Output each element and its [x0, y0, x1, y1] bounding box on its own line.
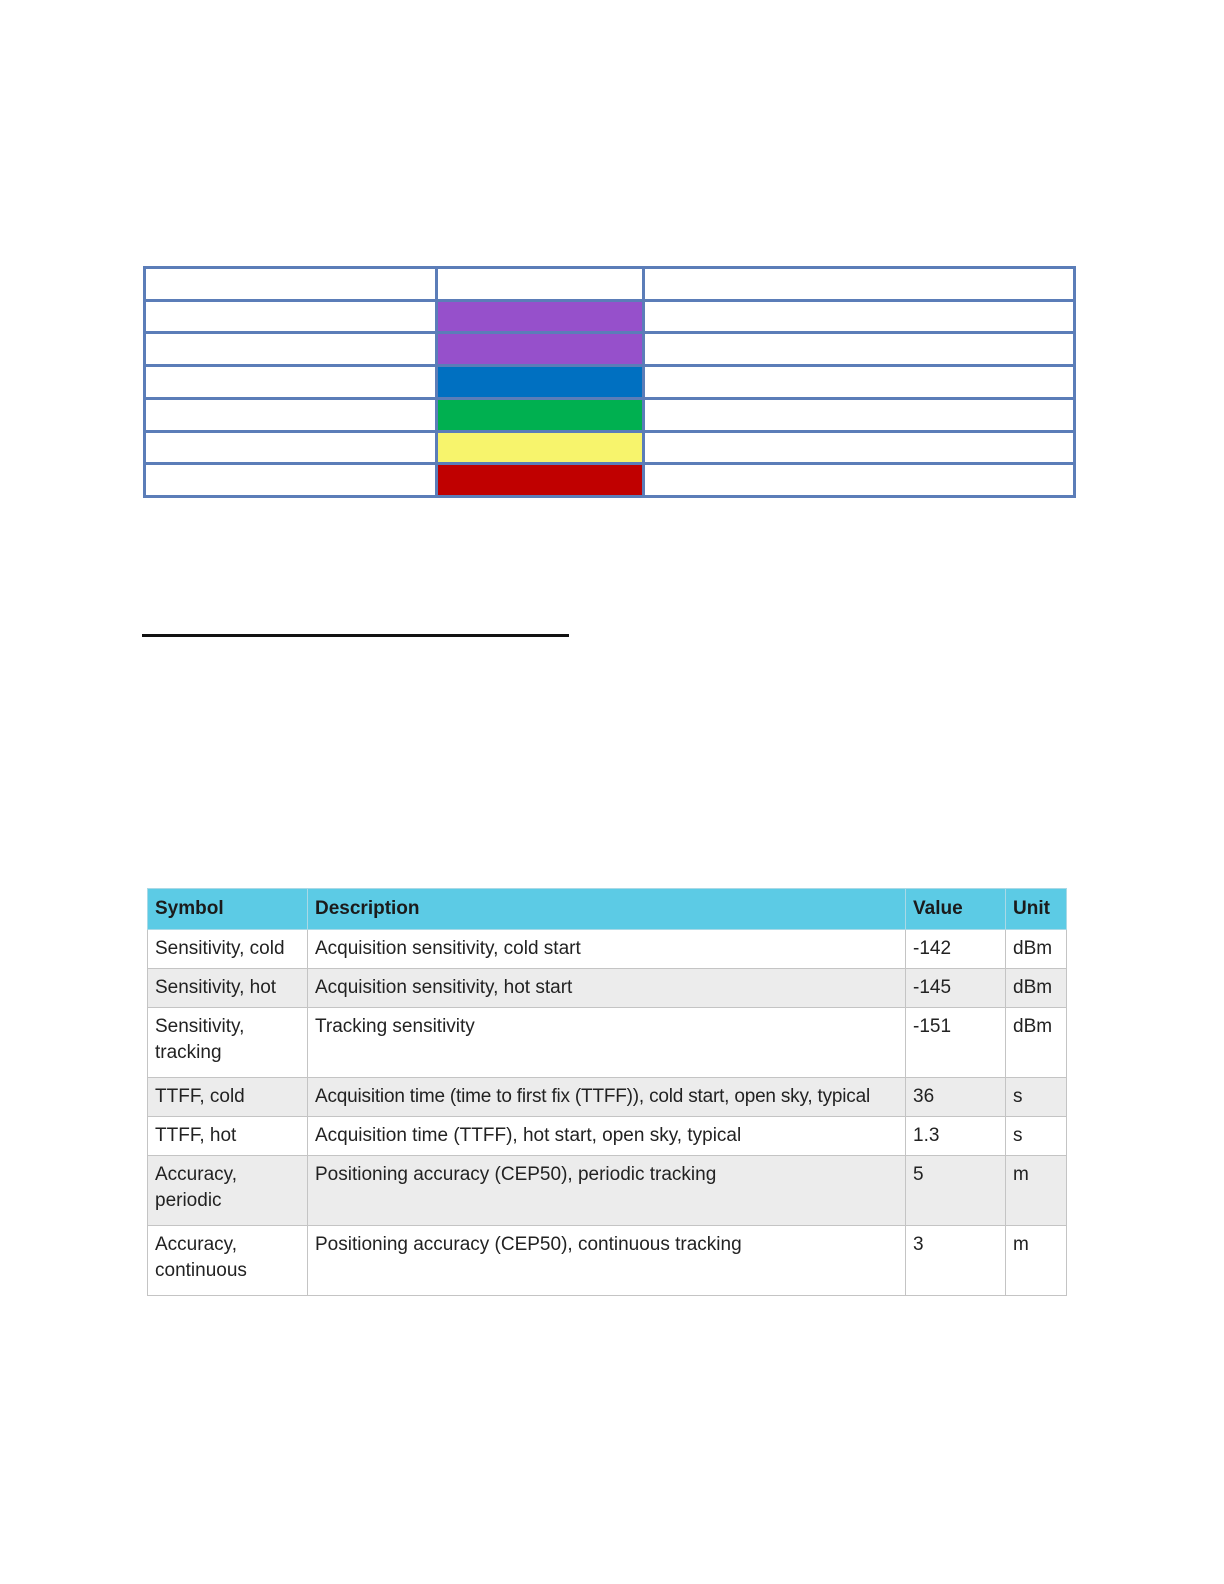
cell-symbol: Accuracy, continuous [148, 1226, 308, 1296]
table-row [148, 1008, 1067, 1078]
legend-row [145, 300, 1075, 333]
cell-unit: m [1006, 1156, 1067, 1226]
cell-description: Positioning accuracy (CEP50), periodic tracking [308, 1156, 906, 1226]
legend-cell [145, 464, 437, 497]
legend-cell [145, 366, 437, 399]
table-row [148, 930, 1067, 969]
legend-cell [644, 398, 1075, 431]
legend-cell [644, 300, 1075, 333]
legend-row [145, 333, 1075, 366]
table-row [148, 1117, 1067, 1156]
cell-symbol: Sensitivity, tracking [148, 1008, 308, 1078]
legend-swatch [437, 398, 644, 431]
cell-symbol: TTFF, cold [148, 1078, 308, 1117]
legend-cell [145, 268, 437, 301]
cell-unit: dBm [1006, 969, 1067, 1008]
spec-header-row [148, 889, 1067, 930]
legend-row [145, 268, 1075, 301]
cell-symbol: Accuracy, periodic [148, 1156, 308, 1226]
cell-description: Acquisition sensitivity, hot start [308, 969, 906, 1008]
cell-unit: s [1006, 1117, 1067, 1156]
cell-description: Tracking sensitivity [308, 1008, 906, 1078]
cell-unit: dBm [1006, 930, 1067, 969]
legend-row [145, 464, 1075, 497]
color-legend-table [143, 266, 1076, 498]
cell-value: -142 [906, 930, 1006, 969]
cell-unit: s [1006, 1078, 1067, 1117]
legend-cell [145, 398, 437, 431]
legend-cell [644, 333, 1075, 366]
cell-symbol: Sensitivity, hot [148, 969, 308, 1008]
header-value: Value [906, 889, 1006, 930]
cell-value: 5 [906, 1156, 1006, 1226]
table-row [148, 1156, 1067, 1226]
cell-unit: dBm [1006, 1008, 1067, 1078]
cell-value: 3 [906, 1226, 1006, 1296]
table-row [148, 1226, 1067, 1296]
legend-cell [145, 333, 437, 366]
cell-description: Acquisition sensitivity, cold start [308, 930, 906, 969]
legend-swatch [437, 464, 644, 497]
legend-cell [644, 268, 1075, 301]
header-description: Description [308, 889, 906, 930]
legend-cell [145, 300, 437, 333]
cell-description: Acquisition time (TTFF), hot start, open sky, typical [308, 1117, 906, 1156]
legend-row [145, 366, 1075, 399]
legend-swatch [437, 431, 644, 464]
table-row [148, 969, 1067, 1008]
cell-symbol: TTFF, hot [148, 1117, 308, 1156]
section-heading-underline [142, 634, 569, 637]
cell-value: -151 [906, 1008, 1006, 1078]
legend-cell [145, 431, 437, 464]
legend-cell [644, 464, 1075, 497]
legend-swatch [437, 366, 644, 399]
legend-swatch [437, 300, 644, 333]
legend-cell [644, 431, 1075, 464]
cell-unit: m [1006, 1226, 1067, 1296]
cell-description: Positioning accuracy (CEP50), continuous tracking [308, 1226, 906, 1296]
cell-value: -145 [906, 969, 1006, 1008]
legend-row [145, 398, 1075, 431]
cell-description: Acquisition time (time to first fix (TTFF)), cold start, open sky, typical [308, 1078, 906, 1117]
header-symbol: Symbol [148, 889, 308, 930]
legend-cell [644, 366, 1075, 399]
legend-row [145, 431, 1075, 464]
header-unit: Unit [1006, 889, 1067, 930]
table-row [148, 1078, 1067, 1117]
gnss-spec-table [147, 888, 1067, 1296]
cell-value: 36 [906, 1078, 1006, 1117]
cell-value: 1.3 [906, 1117, 1006, 1156]
legend-swatch [437, 268, 644, 301]
cell-symbol: Sensitivity, cold [148, 930, 308, 969]
legend-swatch [437, 333, 644, 366]
